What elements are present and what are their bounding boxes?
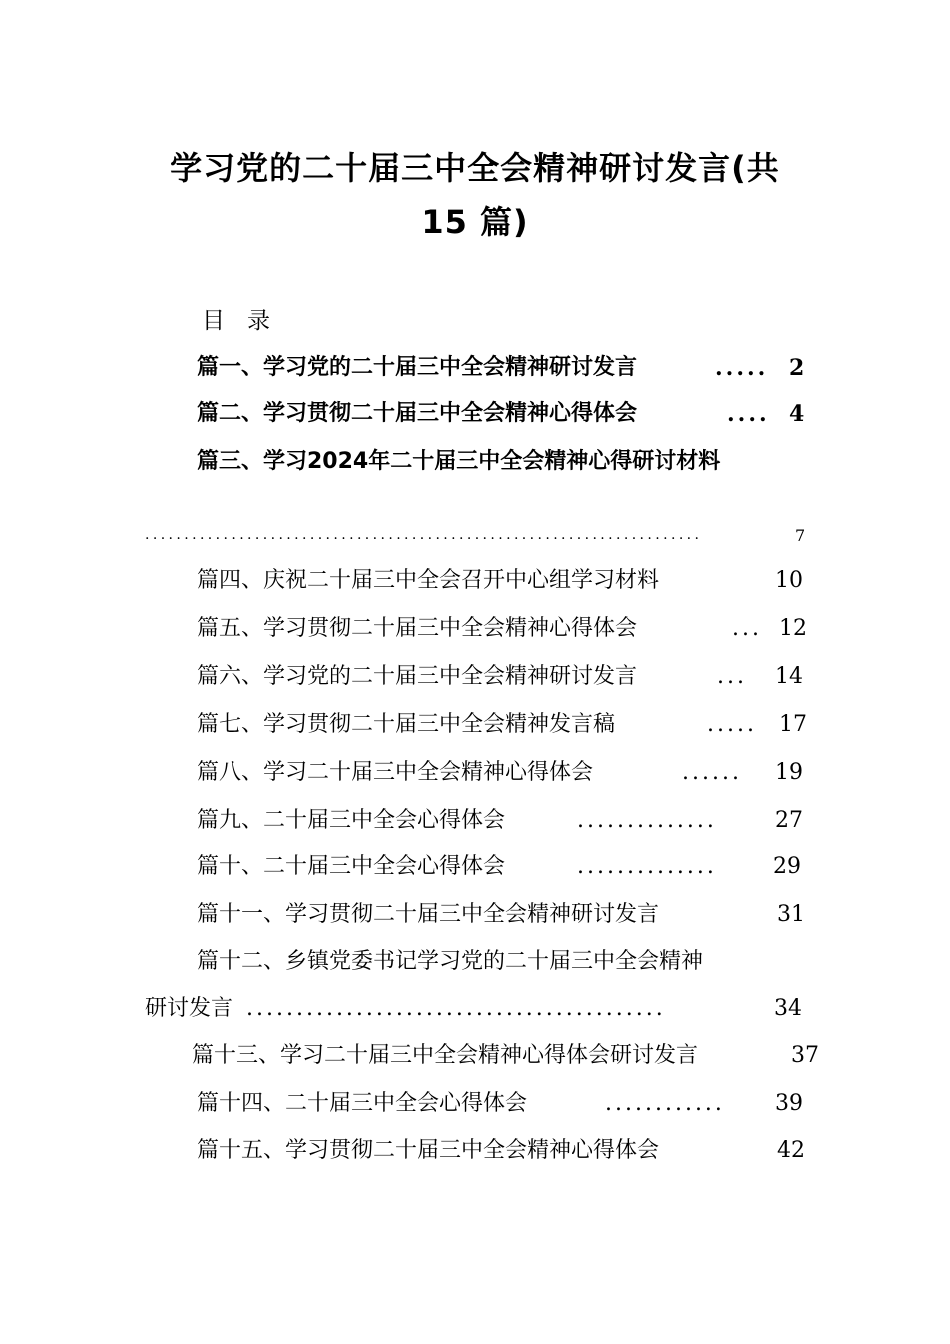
toc-entry-3-page: 7	[795, 526, 806, 545]
toc-entry-page: 12	[779, 616, 807, 641]
toc-entry-leader: ......	[682, 760, 742, 785]
toc-entry-2[interactable]	[197, 399, 807, 429]
toc-entry-9[interactable]	[197, 806, 807, 836]
toc-entry-title: 篇三、学习2024年二十届三中全会精神心得研讨材料	[197, 449, 721, 474]
toc-entry-page: 31	[777, 902, 805, 927]
toc-entry-3-leader: .......................................................................	[145, 527, 703, 543]
toc-entry-6[interactable]	[197, 662, 807, 692]
toc-entry-3[interactable]	[197, 447, 817, 477]
toc-entry-7[interactable]	[197, 710, 807, 740]
toc-entry-1[interactable]	[197, 353, 807, 383]
toc-entry-page: 37	[791, 1043, 819, 1068]
toc-entry-title-cont: 研讨发言	[145, 996, 234, 1021]
toc-entry-page: 19	[775, 760, 803, 785]
toc-heading-char-2: 录	[247, 308, 270, 334]
toc-entry-title: 篇十五、学习贯彻二十届三中全会精神心得体会	[197, 1138, 660, 1163]
toc-entry-leader: ...	[717, 664, 747, 689]
toc-entry-page: 10	[775, 568, 803, 593]
toc-entry-leader: ..............	[577, 854, 717, 879]
toc-entry-title: 篇十四、二十届三中全会心得体会	[197, 1091, 528, 1116]
toc-entry-8[interactable]	[197, 758, 807, 788]
toc-heading	[202, 307, 270, 335]
toc-entry-leader: ............	[605, 1091, 725, 1116]
toc-entry-title: 篇五、学习贯彻二十届三中全会精神心得体会	[197, 616, 638, 641]
toc-entry-title: 篇七、学习贯彻二十届三中全会精神发言稿	[197, 712, 616, 737]
toc-entry-5[interactable]	[197, 614, 807, 644]
toc-entry-page: 34	[774, 996, 802, 1021]
toc-entry-leader: ..........................................	[246, 996, 666, 1021]
toc-entry-page: 14	[775, 664, 803, 689]
toc-entry-leader: ....	[727, 401, 770, 427]
toc-entry-page: 42	[777, 1138, 805, 1163]
toc-heading-char-1: 目	[202, 308, 225, 334]
toc-entry-title: 篇九、二十届三中全会心得体会	[197, 808, 506, 833]
toc-entry-12[interactable]	[197, 947, 807, 977]
toc-entry-title: 篇一、学习党的二十届三中全会精神研讨发言	[197, 355, 638, 380]
document-title-line-1: 学习党的二十届三中全会精神研讨发言(共	[170, 149, 780, 187]
document-title-line-2: 15 篇)	[421, 203, 529, 241]
toc-entry-page: 27	[775, 808, 803, 833]
toc-entry-leader: .....	[715, 355, 769, 381]
toc-entry-page: 2	[789, 355, 805, 381]
toc-entry-title: 篇十三、学习二十届三中全会精神心得体会研讨发言	[192, 1043, 699, 1068]
toc-entry-title: 篇十二、乡镇党委书记学习党的二十届三中全会精神	[197, 949, 704, 974]
toc-entry-title: 篇四、庆祝二十届三中全会召开中心组学习材料	[197, 568, 660, 593]
toc-entry-11[interactable]	[197, 900, 807, 930]
toc-entry-title: 篇十一、学习贯彻二十届三中全会精神研讨发言	[197, 902, 660, 927]
toc-entry-12-cont[interactable]	[145, 994, 807, 1024]
toc-entry-leader: ...	[732, 616, 762, 641]
toc-entry-leader: ..............	[577, 808, 717, 833]
toc-entry-title: 篇六、学习党的二十届三中全会精神研讨发言	[197, 664, 638, 689]
toc-entry-15[interactable]	[197, 1136, 807, 1166]
toc-entry-page: 17	[779, 712, 807, 737]
toc-entry-page: 4	[789, 401, 805, 427]
toc-entry-leader: .....	[707, 712, 757, 737]
toc-entry-page: 29	[773, 854, 801, 879]
toc-entry-title: 篇二、学习贯彻二十届三中全会精神心得体会	[197, 401, 638, 426]
toc-entry-title: 篇十、二十届三中全会心得体会	[197, 854, 506, 879]
toc-entry-page: 39	[775, 1091, 803, 1116]
toc-entry-10[interactable]	[197, 852, 807, 882]
toc-entry-title: 篇八、学习二十届三中全会精神心得体会	[197, 760, 594, 785]
toc-entry-14[interactable]	[197, 1089, 807, 1119]
toc-entry-13[interactable]	[192, 1041, 832, 1071]
toc-entry-4[interactable]	[197, 566, 807, 596]
